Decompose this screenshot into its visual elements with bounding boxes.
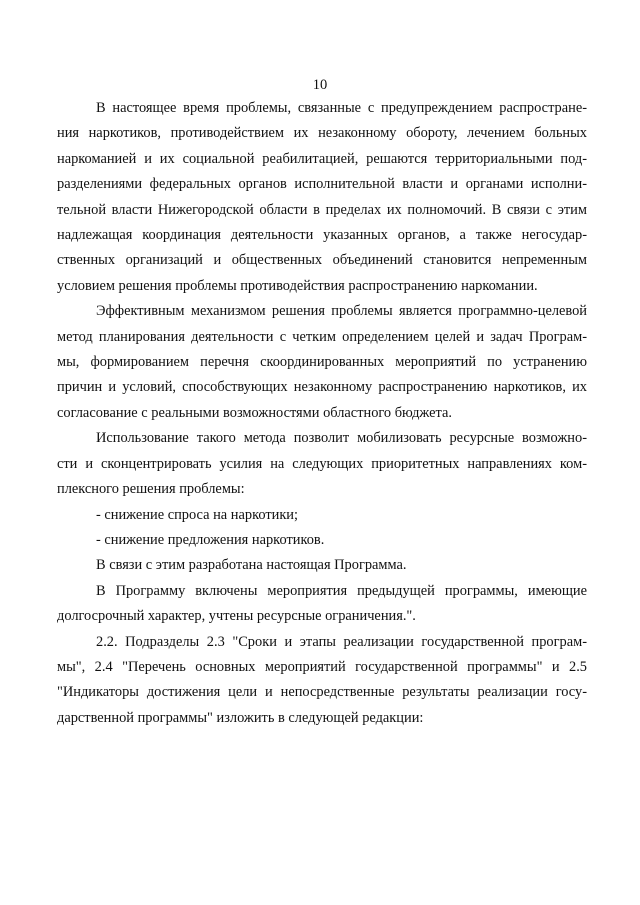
paragraph-program-developed [57, 553, 587, 578]
list-item [57, 528, 587, 553]
paragraph-subsections [57, 630, 587, 732]
text-line: Использование такого метода позволит мобилизовать ресурсные возможно- [96, 430, 587, 447]
text-line: "Индикаторы достижения цели и непосредственные результаты реализации госу- [57, 684, 587, 701]
paragraph-method-use [57, 426, 587, 502]
text-line: ственных организаций и общественных объединений становится непременным [57, 252, 587, 269]
text-line: - снижение спроса на наркотики; [96, 506, 299, 523]
text-line: В Программу включены мероприятия предыдущей программы, имеющие [96, 582, 587, 599]
text-line: - снижение предложения наркотиков. [96, 531, 325, 548]
text-line: наркоманией и их социальной реабилитацией, решаются территориальными под- [57, 150, 587, 167]
text-line: мы, формированием перечня скоординированных мероприятий по устранению [57, 354, 587, 371]
text-line: плексного решения проблемы: [57, 481, 245, 498]
text-line: метод планирования деятельности с четким определением целей и задач Програм- [57, 328, 587, 345]
text-line: сти и сконцентрировать усилия на следующих приоритетных направлениях ком- [57, 455, 587, 472]
text-line: В связи с этим разработана настоящая Программа. [96, 557, 407, 574]
text-line: тельной власти Нижегородской области в пределах их полномочий. В связи с этим [57, 201, 587, 218]
text-line: долгосрочный характер, учтены ресурсные ограничения.". [57, 608, 416, 625]
text-line: согласование с реальными возможностями областного бюджета. [57, 404, 452, 421]
text-line: разделениями федеральных органов исполнительной власти и органами исполни- [57, 176, 587, 193]
text-line: дарственной программы" изложить в следующей редакции: [57, 709, 424, 726]
paragraph-coordination [57, 96, 587, 299]
text-line: условием решения проблемы противодействия распространению наркомании. [57, 277, 538, 294]
document-body [57, 96, 587, 731]
text-line: ния наркотиков, противодействием их незаконному обороту, лечением больных [57, 125, 587, 142]
text-line: надлежащая координация деятельности указанных органов, а также негосудар- [57, 227, 587, 244]
text-line: В настоящее время проблемы, связанные с предупреждением распростране- [96, 100, 587, 116]
page-number: 10 [312, 77, 328, 93]
text-line: причин и условий, способствующих незаконному распространению наркотиков, их [57, 379, 587, 396]
paragraph-program-includes [57, 579, 587, 630]
text-line: мы", 2.4 "Перечень основных мероприятий государственной программы" и 2.5 [57, 658, 587, 675]
list-item [57, 503, 587, 528]
paragraph-mechanism [57, 299, 587, 426]
text-line: Эффективным механизмом решения проблемы является программно-целевой [96, 303, 587, 320]
text-line: 2.2. Подразделы 2.3 "Сроки и этапы реализации государственной програм- [96, 633, 587, 650]
